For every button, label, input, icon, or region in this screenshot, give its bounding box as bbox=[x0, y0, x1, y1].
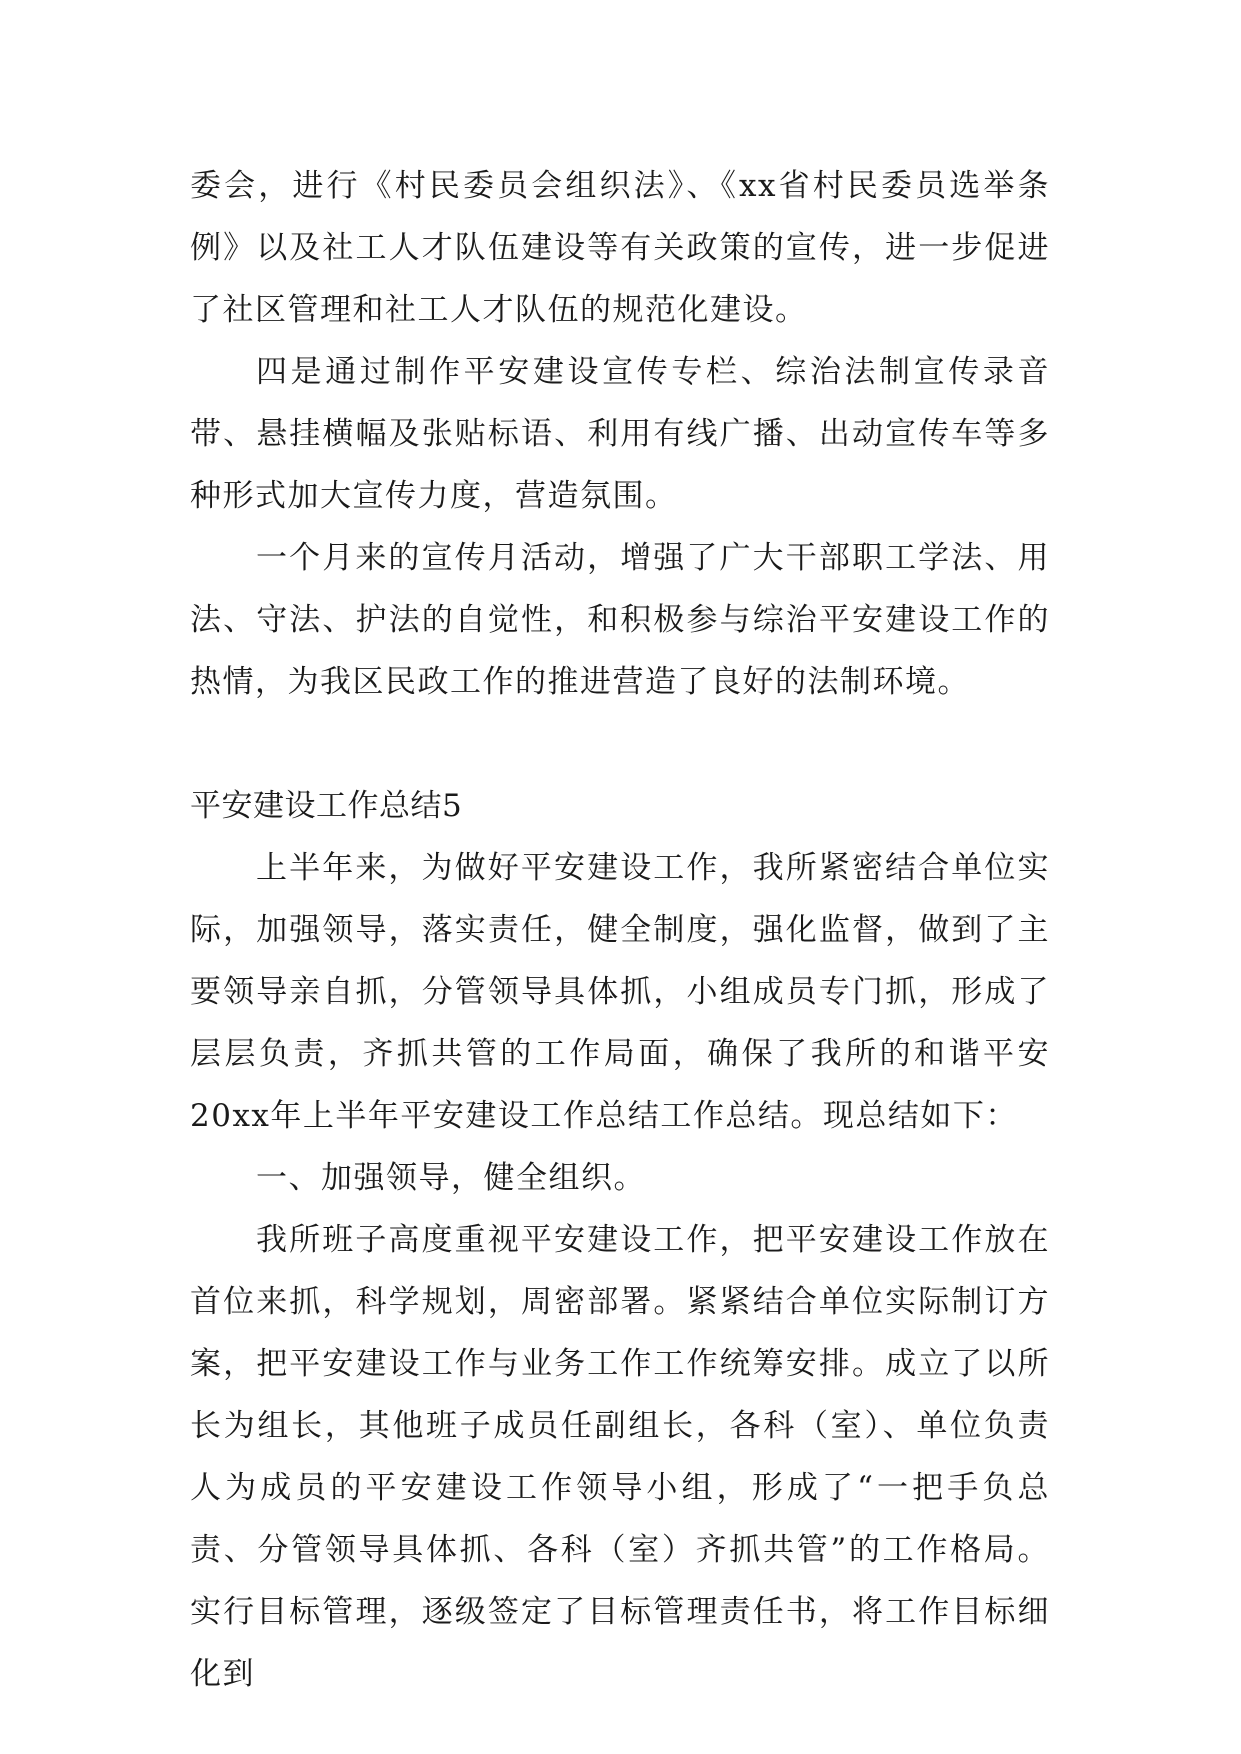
section-title: 平安建设工作总结5 bbox=[190, 788, 463, 824]
paragraph-month-summary: 一个月来的宣传月活动，增强了广大干部职工学法、用法、守法、护法的自觉性，和积极参与综治平安建设工作的热情，为我区民政工作的推进营造了良好的法制环境。 bbox=[190, 540, 1050, 700]
document-body bbox=[190, 155, 1050, 1705]
paragraph-four-publicity: 四是通过制作平安建设宣传专栏、综治法制宣传录音带、悬挂横幅及张贴标语、利用有线广播、出动宣传车等多种形式加大宣传力度，营造氛围。 bbox=[190, 354, 1050, 514]
paragraph-intro: 上半年来，为做好平安建设工作，我所紧密结合单位实际，加强领导，落实责任，健全制度，强化监督，做到了主要领导亲自抓，分管领导具体抓，小组成员专门抓，形成了层层负责，齐抓共管的工作局面，确保了我所的和谐平安20xx年上半年平安建设工作总结工作总结。现总结如下： bbox=[190, 850, 1050, 1134]
paragraph-continuation: 委会，进行《村民委员会组织法》、《xx省村民委员选举条例》以及社工人才队伍建设等有关政策的宣传，进一步促进了社区管理和社工人才队伍的规范化建设。 bbox=[190, 168, 1050, 328]
section-spacer bbox=[190, 713, 1050, 775]
paragraph-subheading-one: 一、加强领导，健全组织。 bbox=[256, 1160, 646, 1196]
paragraph-leadership: 我所班子高度重视平安建设工作，把平安建设工作放在首位来抓，科学规划，周密部署。紧紧结合单位实际制订方案，把平安建设工作与业务工作工作统筹安排。成立了以所长为组长，其他班子成员任副组长，各科（室）、单位负责人为成员的平安建设工作领导小组，形成了“一把手负总责、分管领导具体抓、各科（室）齐抓共管”的工作格局。实行目标管理，逐级签定了目标管理责任书，将工作目标细化到 bbox=[190, 1222, 1050, 1692]
